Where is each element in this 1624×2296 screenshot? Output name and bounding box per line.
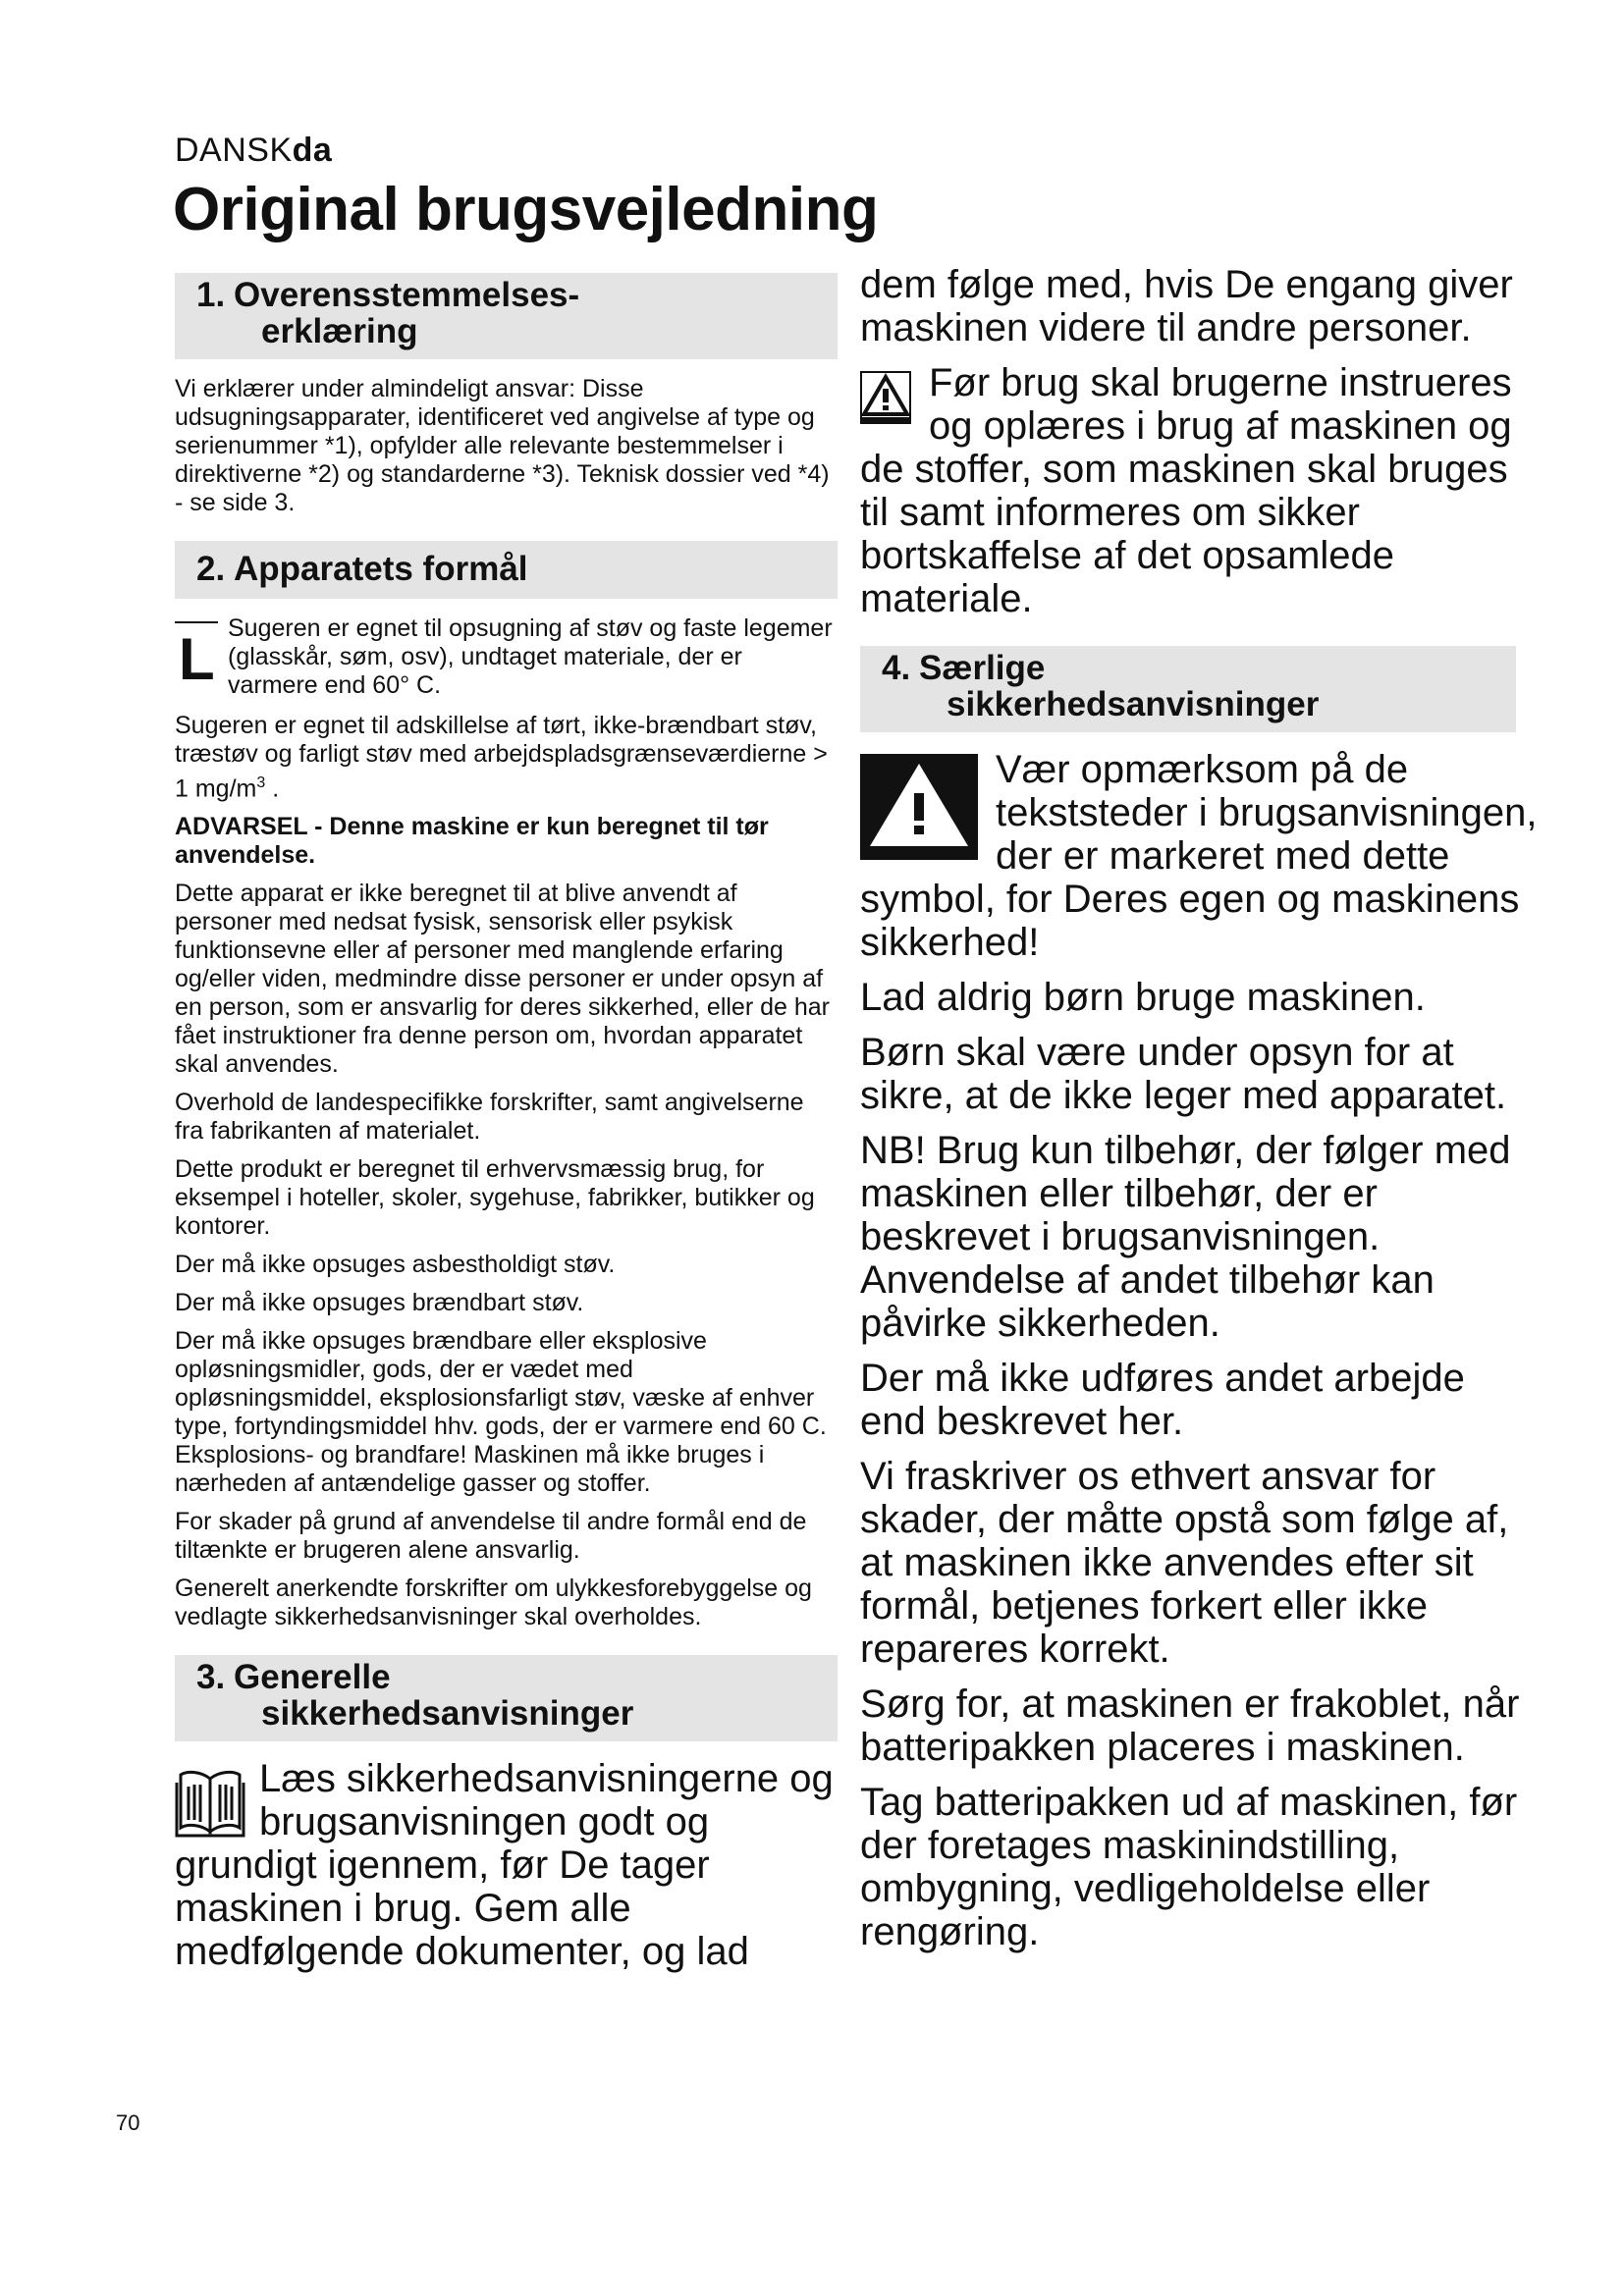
training-block [860,361,1538,620]
attention-text: Vær opmærksom på de tekststeder i brugsanvisningen, der er markeret med dette symbol, for Deres egen og maskinens sikkerhed! [860,748,1538,964]
language-name: DANSK [175,132,293,169]
read-manual-block [175,1757,838,1973]
read-manual-text: Læs sikkerhedsanvisningerne og brugsanvisningen godt og grundigt igennem, før De tager maskinen i brug. Gem alle medfølgende dokumenter, og lad [175,1757,834,1974]
section-3-number: 3. [196,1658,226,1697]
section-1-body [175,375,838,517]
section-4-heading [860,646,1516,732]
section-2-heading-text: Apparatets formål [234,550,528,588]
dust-class-note [175,614,838,700]
warning-triangle-icon [860,371,911,424]
section-2-para-dust [175,712,838,803]
section-4-paragraph: Børn skal være under opsyn for at sikre, at de ikke leger med apparatet. [860,1031,1507,1117]
section-3-heading [175,1655,838,1741]
dust-class-note-text: Sugeren er egnet til opsugning af støv og faste legemer (glasskår, søm, osv), undtaget materiale, der er varmere end 60° C. [228,614,833,699]
section-3-heading-line1: Generelle [234,1658,391,1697]
section-1-heading-line2: erklæring [261,312,418,350]
section-2-heading [175,541,838,599]
section-1-heading [175,273,838,359]
section-2-warning: ADVARSEL - Denne maskine er kun beregnet til tør anvendelse. [175,813,769,870]
left-column [175,273,838,1985]
section-2-paragraph: For skader på grund af anvendelse til andre formål end de tiltænkte er brugeren alene ansvarlig. [175,1508,807,1565]
section-2-paragraph: Overhold de landespecifikke forskrifter, samt angivelserne fra fabrikanten af materialet. [175,1089,804,1146]
section-2-paragraph: Der må ikke opsuges asbestholdigt støv. [175,1251,616,1279]
section-4-paragraph: NB! Brug kun tilbehør, der følger med maskinen eller tilbehør, der er beskrevet i brugsanvisningen. Anvendelse af andet tilbehør kan påvirke sikkerheden. [860,1129,1511,1345]
section-3-continued-text: dem følge med, hvis De engang giver maskinen videre til andre personer. [860,263,1513,349]
section-1-text: Vi erklærer under almindeligt ansvar: Disse udsugningsapparater, identificeret ved angivelse af type og serienummer *1), opfylder alle relevante bestemmelser i direktiverne *2) og standarderne *3). Teknisk dossier ved *4) - se side 3. [175,375,830,516]
section-2-paragraph: Generelt anerkendte forskrifter om ulykkesforebyggelse og vedlagte sikkerhedsanvisninger skal overholdes. [175,1575,812,1631]
section-2-para-dust-end: . [265,774,280,803]
attention-warning-icon [860,754,978,860]
section-2-para-dust-text: Sugeren er egnet til adskillelse af tørt, ikke-brændbart støv, træstøv og farligt støv med arbejdspladsgrænseværdierne > 1 mg/m [175,712,828,803]
section-4-paragraph: Sørg for, at maskinen er frakoblet, når batteripakken placeres i maskinen. [860,1682,1520,1769]
section-2-body [175,614,838,1631]
book-icon [175,1765,245,1843]
section-4-paragraph: Der må ikke udføres andet arbejde end beskrevet her. [860,1357,1465,1443]
section-2-number: 2. [196,550,226,588]
section-4-paragraph: Vi fraskriver os ethvert ansvar for skader, der måtte opstå som følge af, at maskinen ikke anvendes efter sit formål, betjenes forkert eller ikke repareres korrekt. [860,1455,1509,1671]
section-2-paragraph: Der må ikke opsuges brændbare eller eksplosive opløsningsmidler, gods, der er vædet med opløsningsmiddel, eksplosionsfarligt støv, væske af enhver type, fortyndingsmiddel hhv. gods, der er varmere end 60 C. Eksplosions- og brandfare! Maskinen må ikke bruges i nærheden af antændelige gasser og stoffer. [175,1327,827,1498]
section-1-heading-line1: Overensstemmelses- [234,276,580,314]
section-4-number: 4. [882,649,911,687]
dust-class-letter: L [179,626,215,687]
right-column [860,263,1538,1965]
section-2-para-dust-sup: 3 [256,774,266,791]
section-2-paragraph: Dette apparat er ikke beregnet til at blive anvendt af personer med nedsat fysisk, sensorisk eller psykisk funktionsevne eller af personer med manglende erfaring og/eller viden, medmindre disse personer er under opsyn af en person, som er ansvarlig for deres sikkerhed, eller de har fået instruktioner fra denne person om, hvordan apparatet skal anvendes. [175,880,830,1079]
section-4-heading-line2: sikkerhedsanvisninger [947,685,1320,723]
language-code: da [292,132,333,169]
training-text: Før brug skal brugerne instrueres og oplæres i brug af maskinen og de stoffer, som maskinen skal bruges til samt informeres om sikker bortskaffelse af det opsamlede materiale. [860,361,1512,620]
section-4-paragraph: Lad aldrig børn bruge maskinen. [860,976,1426,1019]
page-number: 70 [116,2110,140,2135]
page-title: Original brugsvejledning [173,176,879,243]
section-1-number: 1. [196,276,226,314]
section-4-heading-line1: Særlige [919,649,1046,687]
section-3-heading-line2: sikkerhedsanvisninger [261,1694,634,1734]
section-2-paragraph: Dette produkt er beregnet til erhvervsmæssig brug, for eksempel i hoteller, skoler, sygehuse, fabrikker, butikker og kontorer. [175,1155,815,1241]
language-label [175,132,332,170]
attention-block [860,748,1538,964]
dust-class-l-icon [175,620,218,692]
section-4-paragraph: Tag batteripakken ud af maskinen, før der foretages maskinindstilling, ombygning, vedligeholdelse eller rengøring. [860,1781,1518,1953]
section-2-paragraph: Der må ikke opsuges brændbart støv. [175,1289,584,1317]
